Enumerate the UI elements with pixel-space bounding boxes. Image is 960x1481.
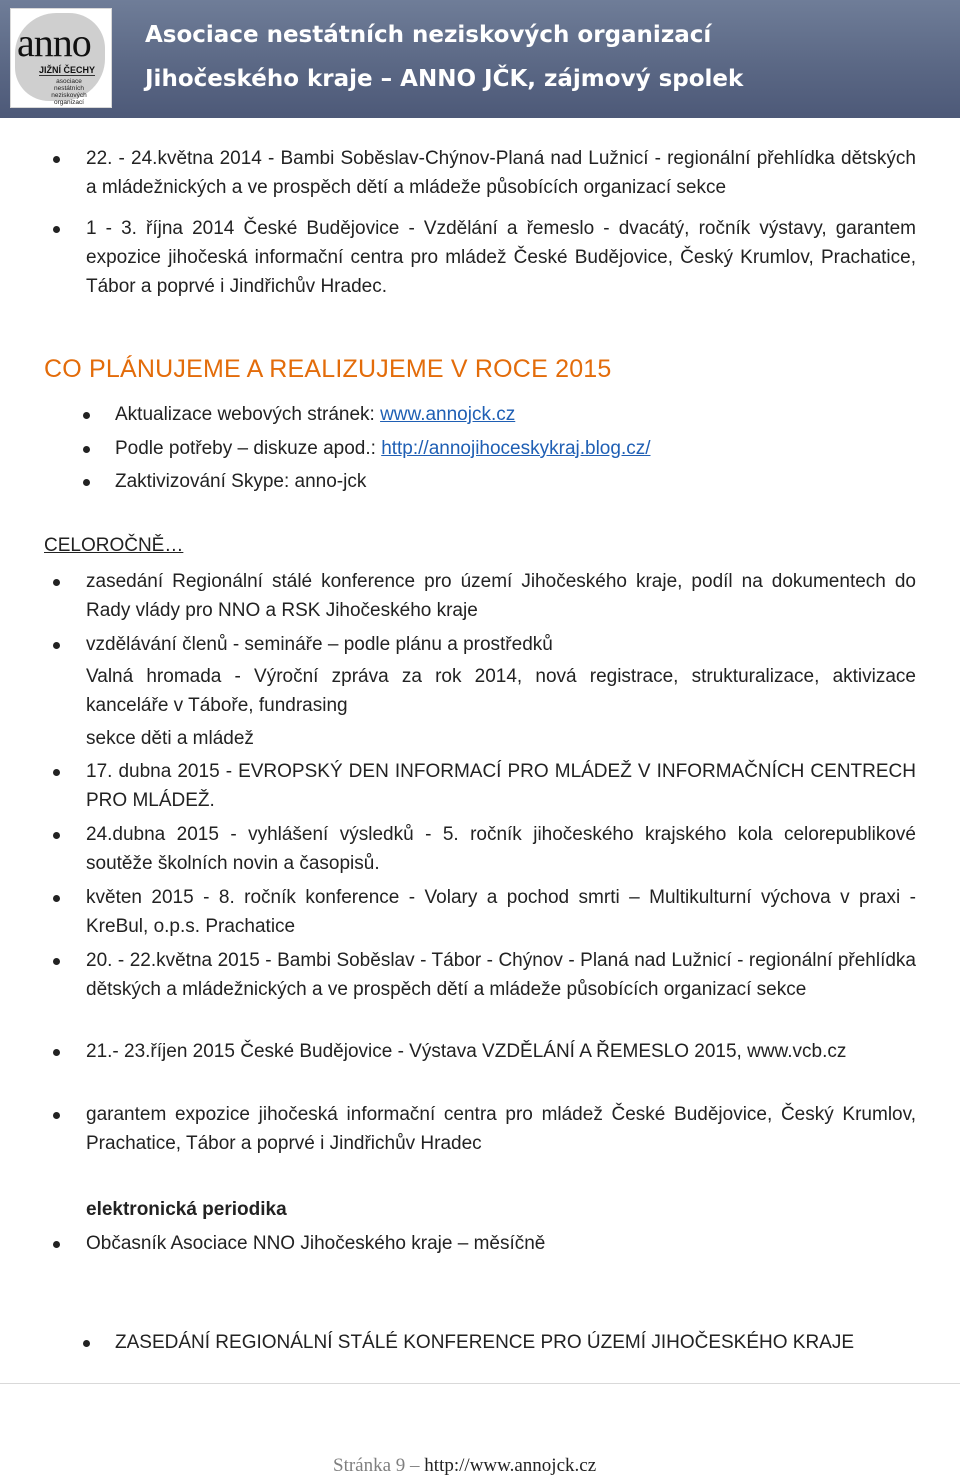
- blog-link[interactable]: http://annojihoceskykraj.blog.cz/: [381, 438, 651, 459]
- logo-region: JIŽNÍ ČECHY: [39, 65, 96, 75]
- list-item: garantem expozice jihočeská informační centra pro mládež České Budějovice, Český Krumlov, Prachatice, Tábor a poprvé i Jindřichův Hradec: [86, 1100, 916, 1158]
- list-item: Občasník Asociace NNO Jihočeského kraje – měsíčně: [86, 1229, 916, 1258]
- page-number: Stránka 9: [333, 1455, 406, 1476]
- list-item-web: [115, 400, 915, 429]
- list-item: 21.- 23.říjen 2015 České Budějovice - Výstava VZDĚLÁNÍ A ŘEMESLO 2015, www.vcb.cz: [86, 1037, 916, 1066]
- web-link[interactable]: www.annojck.cz: [380, 404, 516, 425]
- list-item: 24.dubna 2015 - vyhlášení výsledků - 5. ročník jihočeského krajského kola celorepublikové soutěže školních novin a časopisů.: [86, 820, 916, 878]
- anno-logo: [10, 8, 112, 108]
- banner-title-line2: Jihočeského kraje – ANNO JČK, zájmový spolek: [145, 66, 744, 92]
- list-item: zasedání Regionální stálé konference pro území Jihočeského kraje, podíl na dokumentech do Rady vlády pro NNO a RSK Jihočeského kraje: [86, 567, 916, 625]
- footer-url: http://www.annojck.cz: [424, 1455, 597, 1476]
- list-item: vzdělávání členů - semináře – podle plánu a prostředků: [86, 630, 916, 659]
- section-heading-plan: CO PLÁNUJEME A REALIZUJEME V ROCE 2015: [44, 355, 612, 383]
- list-item: 1 - 3. října 2014 České Budějovice - Vzdělání a řemeslo - dvacátý, ročník výstavy, garantem expozice jihočeská informační centra pro mládež České Budějovice, Český Krumlov, Prachatice, Tábor a poprvé i Jindřichův Hradec.: [86, 214, 916, 301]
- header-banner: [0, 0, 960, 118]
- list-item: 22. - 24.května 2014 - Bambi Soběslav-Chýnov-Planá nad Lužnicí - regionální přehlídka dětských a mládežnických a ve prospěch dětí a mládeže působících organizací sekce: [86, 144, 916, 202]
- section-label-periodika: elektronická periodika: [86, 1199, 287, 1220]
- logo-caption: asociace nestátních neziskových organizací: [51, 78, 87, 106]
- footer-dash: –: [410, 1455, 420, 1476]
- logo-word: anno: [17, 20, 91, 65]
- list-item-blog: [115, 434, 915, 463]
- section-label-year-round: CELOROČNĚ…: [44, 535, 184, 556]
- banner-title-line1: Asociace nestátních neziskových organizací: [145, 22, 712, 48]
- list-item: 20. - 22.května 2015 - Bambi Soběslav - Tábor - Chýnov - Planá nad Lužnicí - regionální přehlídka dětských a mládežnických a ve prospěch dětí a mládeže působících organizací sekce: [86, 946, 916, 1004]
- list-item: květen 2015 - 8. ročník konference - Volary a pochod smrti – Multikulturní výchova v praxi - KreBul, o.p.s. Prachatice: [86, 883, 916, 941]
- page-footer: [333, 1455, 596, 1477]
- paragraph: Valná hromada - Výroční zpráva za rok 2014, nová registrace, strukturalizace, aktivizace kanceláře v Táboře, fundrasing: [86, 666, 916, 716]
- footer-divider: [0, 1383, 960, 1384]
- list-item: ZASEDÁNÍ REGIONÁLNÍ STÁLÉ KONFERENCE PRO ÚZEMÍ JIHOČESKÉHO KRAJE: [115, 1328, 915, 1357]
- list-item-skype: Zaktivizování Skype: anno-jck: [115, 467, 915, 496]
- paragraph: sekce děti a mládež: [86, 728, 254, 749]
- list-item-label: Podle potřeby – diskuze apod.:: [115, 438, 382, 459]
- list-item: 17. dubna 2015 - EVROPSKÝ DEN INFORMACÍ PRO MLÁDEŽ V INFORMAČNÍCH CENTRECH PRO MLÁDEŽ.: [86, 757, 916, 815]
- list-item-label: Aktualizace webových stránek:: [115, 404, 381, 425]
